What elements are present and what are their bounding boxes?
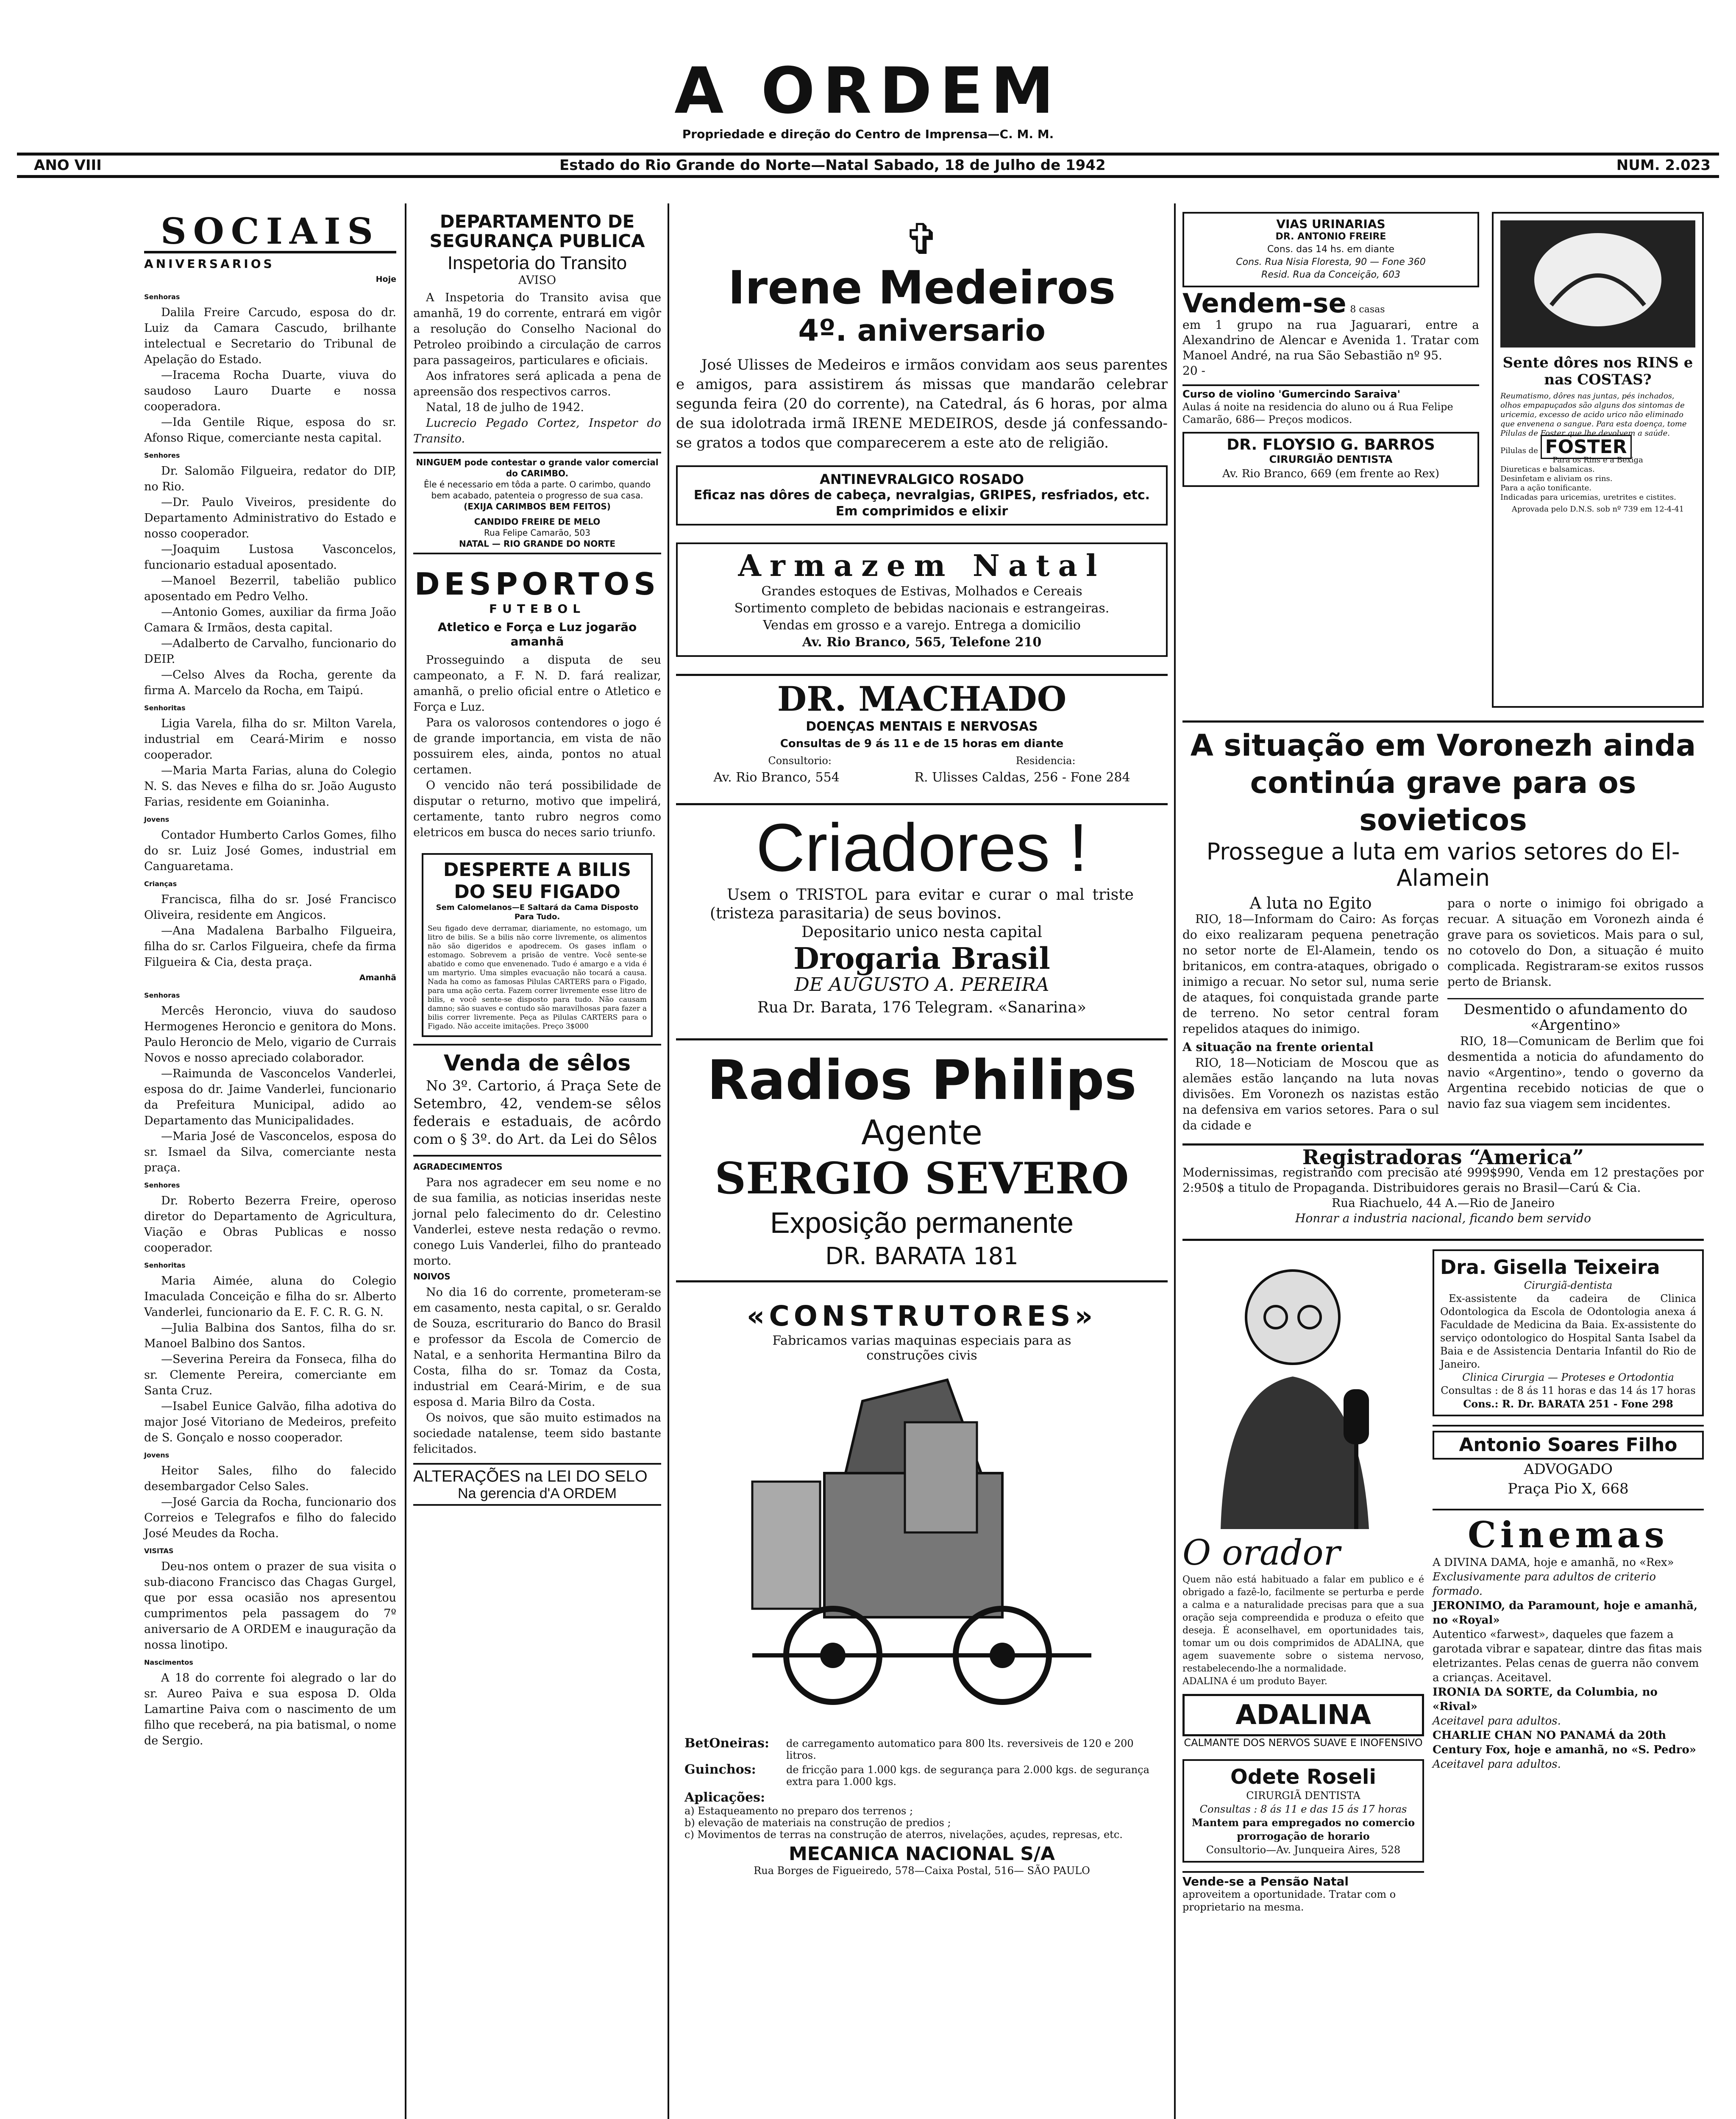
- desportos-heading: DESPORTOS: [414, 566, 660, 602]
- ad-cell: Av. Rio Branco, 554: [713, 770, 840, 785]
- irene-sub: 4º. aniversario: [798, 313, 1046, 348]
- dept-text: Natal, 18 de julho de 1942.: [426, 401, 584, 414]
- ad-line: Av. Rio Branco, 565, Telefone 210: [802, 635, 1042, 650]
- ad-line: CIRURGIÃO DENTISTA: [1269, 453, 1393, 465]
- ad-title: Criadores !: [756, 809, 1088, 885]
- social-note: Mercês Heroncio, viuva do saudoso Hermogenes Heroncio e genitora do Mons. Paulo Heroncio de Melo, vigario de Currais Novos e nosso apreciado colaborador.: [144, 1004, 396, 1065]
- ad-title: DR. MACHADO: [777, 679, 1067, 719]
- noivos-text: No dia 16 do corrente, prometeram-se em casamento, nesta capital, o sr. Geraldo de Souza, escriturario do Banco do Brasil e professor da Escola de Comercio de Natal, e a senhorita Hermantina Bilro da Costa, filha do sr. Tomaz da Costa, industrial em Ceará-Mirim, e de sua esposa d. Maria Bilro da Costa.: [413, 1286, 661, 1409]
- article-text: RIO, 18—Comunicam de Berlim que foi desmentida a noticia do afundamento do navio «Argentino», tendo o governo da Argentina recebido noticias de que o navio faz sua viagem sem incidentes.: [1447, 1034, 1704, 1111]
- ad-line: Desinfetam e aliviam os rins.: [1500, 474, 1613, 483]
- ad-suffix: 8 casas: [1350, 304, 1385, 315]
- social-note: Maria Aimée, aluna do Colegio Imaculada Conceição e filha do sr. Alberto Vanderlei, funcionario da E. F. C. R. G. N.: [144, 1274, 396, 1319]
- section-label: Senhoritas: [144, 704, 186, 712]
- ad-line: Rua Felipe Camarão, 503: [484, 528, 591, 538]
- ad-line: [676, 752, 1168, 769]
- amanha-tag: Amanhã: [359, 973, 396, 982]
- ad-text: Aulas á noite na residencia do aluno ou á Rua Felipe Camarão, 686— Preços modicos.: [1182, 401, 1453, 425]
- ad-line: CALMANTE DOS NERVOS SUAVE E INOFENSIVO: [1184, 1737, 1423, 1749]
- col4-bottom: [1182, 1239, 1704, 1913]
- selos-title: Venda de sêlos: [443, 1051, 631, 1076]
- registradoras-ad: [1182, 1143, 1704, 1226]
- ad-title: Odete Roseli: [1230, 1765, 1376, 1789]
- ad-line: DR. BARATA 181: [825, 1243, 1018, 1270]
- ad-line: Cirurgiã-dentista: [1524, 1279, 1613, 1291]
- ad-line: Cons. das 14 hs. em diante: [1267, 244, 1395, 255]
- ad-line: Indicadas para uricemias, uretrites e cistites.: [1500, 493, 1676, 502]
- machado-ad: [676, 674, 1168, 786]
- agradecimentos-title: AGRADECIMENTOS: [413, 1162, 503, 1172]
- ad-title: Radios Philips: [707, 1049, 1137, 1112]
- ad-cell: Consultorio:: [768, 755, 832, 767]
- speaker-illustration: [1182, 1249, 1420, 1529]
- gisella-ad: [1433, 1249, 1704, 1416]
- ad-line: Usem o TRISTOL para evitar e curar o mal triste (tristeza parasitaria) de seus bovinos.: [710, 886, 1134, 922]
- social-note: —José Garcia da Rocha, funcionario dos Correios e Telegrafos e filho do falecido José Meudes da Rocha.: [144, 1496, 396, 1540]
- ad-title: VIAS URINARIAS: [1276, 217, 1385, 231]
- social-note: Dr. Roberto Bezerra Freire, operoso diretor do Departamento de Agricultura, Viação e Obras Publicas e nosso cooperador.: [144, 1194, 396, 1254]
- social-note: —Isabel Eunice Galvão, filha adotiva do major José Vitoriano de Medeiros, prefeito de S. Gonçalo e nosso cooperador.: [144, 1400, 396, 1444]
- figure-illustration: [1500, 220, 1695, 348]
- ad-text: Reumatismo, dôres nas juntas, pés inchados, olhos empapuçados são alguns dos sintomas de uricemia, excesso de acido urico não eliminado que envenena o sangue. Para esta doença, tome Pilulas de Foster que lhe devolvem a saúde.: [1500, 392, 1687, 438]
- ad-line: Resid. Rua da Conceição, 603: [1261, 270, 1400, 280]
- ad-line: Cons.: R. Dr. BARATA 251 - Fone 298: [1463, 1398, 1673, 1410]
- social-note: Dr. Salomão Filgueira, redator do DIP, no Rio.: [144, 464, 396, 493]
- vias-urinarias-ad: [1182, 212, 1479, 287]
- hoje-tag: Hoje: [376, 275, 396, 284]
- column-rule: [405, 203, 406, 2119]
- cinemas-title: Cinemas: [1468, 1514, 1669, 1556]
- bilis-title: DESPERTE A BILIS DO SEU FIGADO: [443, 859, 632, 903]
- sociais-column: [144, 212, 396, 1749]
- column-rule: [668, 203, 669, 2119]
- social-note: A 18 do corrente foi alegrado o lar do sr. Aureo Paiva e sua esposa D. Olda Lamartine Paiva com o nascimento de um filho que receberá, na pia batismal, o nome de Sergio.: [144, 1671, 396, 1747]
- social-note: —Dr. Paulo Viveiros, presidente do Departamento Administrativo do Estado e nosso cooperador.: [144, 496, 396, 540]
- section-title: A situação na frente oriental: [1182, 1040, 1374, 1054]
- masthead-subtitle: Propriedade e direção do Centro de Imprensa—C. M. M.: [682, 127, 1054, 141]
- ad-line: Sortimento completo de bebidas nacionais e estrangeiras.: [734, 601, 1110, 616]
- ad-line: Rua Borges de Figueiredo, 578—Caixa Postal, 516— SÃO PAULO: [754, 1865, 1090, 1877]
- ad-line: SERGIO SEVERO: [715, 1153, 1129, 1204]
- social-note: —Adalberto de Carvalho, funcionario do DEIP.: [144, 637, 396, 666]
- social-note: —Manoel Bezerril, tabelião publico aposentado em Pedro Velho.: [144, 574, 396, 603]
- selos-text: No 3º. Cartorio, á Praça Sete de Setembro, 42, vendem-se sêlos federais e estaduais, de acôrdo com o § 3º. do Art. da Lei do Sêlos: [413, 1077, 661, 1147]
- rule: [413, 1155, 661, 1157]
- section-label: Senhoras: [144, 293, 180, 301]
- ad-cell: Residencia:: [1015, 755, 1076, 767]
- ad-line: DR. ANTONIO FREIRE: [1275, 231, 1386, 242]
- social-note: Francisca, filha do sr. José Francisco Oliveira, residente em Angicos.: [144, 893, 396, 922]
- ad-line: Aplicações:: [684, 1790, 765, 1805]
- philips-ad: [676, 1038, 1168, 1282]
- ad-line: Honrar a industria nacional, ficando bem servido: [1295, 1211, 1591, 1225]
- social-note: —Celso Alves da Rocha, gerente da firma A. Marcelo da Rocha, em Taipú.: [144, 668, 396, 697]
- column-3: [676, 212, 1168, 1877]
- social-note: —Julia Balbina dos Santos, filha do sr. Manoel Balbino dos Santos.: [144, 1321, 396, 1350]
- construtores-ad: [676, 1299, 1168, 1877]
- ad-cell: de fricção para 1.000 kgs. de segurança para 2.000 kgs. de segurança extra para 1.000 kgs.: [786, 1764, 1149, 1788]
- ad-title: Dra. Gisella Teixeira: [1440, 1256, 1660, 1279]
- aviso-label: AVISO: [518, 274, 556, 287]
- section-label: Crianças: [144, 880, 177, 888]
- section-title: Desmentido o afundamento do «Argentino»: [1447, 998, 1704, 1033]
- ad-title: Sente dôres nos RINS e nas COSTAS?: [1502, 354, 1693, 388]
- cinema-entry: Exclusivamente para adultos de criterio formado.: [1433, 1571, 1656, 1598]
- desportos-text: O vencido não terá possibilidade de disputar o returno, motivo que impelirá, certamente, tanto rubro negros como eletricos em busca do neces sario triunfo.: [413, 779, 661, 839]
- ad-cell: Guinchos:: [684, 1762, 756, 1777]
- social-note: —Joaquim Lustosa Vasconcelos, funcionario estadual aposentado.: [144, 543, 396, 572]
- ad-line: Eficaz nas dôres de cabeça, nevralgias, GRIPES, resfriados, etc.: [693, 488, 1150, 503]
- ad-line: MECANICA NACIONAL S/A: [788, 1843, 1055, 1865]
- ad-line: Rua Riachuelo, 44 A.—Rio de Janeiro: [1332, 1196, 1555, 1210]
- ad-line: Exposição permanente: [770, 1206, 1074, 1239]
- voronezh-article: [1182, 720, 1704, 1133]
- ad-pre: Pilulas de: [1500, 446, 1538, 455]
- ad-line: Cons. Rua Nisia Floresta, 90 — Fone 360: [1236, 257, 1426, 267]
- ad-line: Av. Rio Branco, 669 (em frente ao Rex): [1222, 467, 1439, 480]
- antinevralgico-ad: [676, 465, 1168, 526]
- cinema-entry: IRONIA DA SORTE, da Columbia, no «Rival»: [1433, 1686, 1658, 1713]
- ad-title: «CONSTRUTORES»: [746, 1300, 1097, 1332]
- section-label: Senhores: [144, 451, 180, 459]
- issue-year: ANO VIII: [34, 157, 102, 174]
- ad-text: aproveitem a oportunidade. Tratar com o proprietario na mesma.: [1182, 1888, 1396, 1913]
- social-note: Heitor Sales, filho do falecido desembargador Celso Sales.: [144, 1464, 396, 1493]
- ad-line: Fabricamos varias maquinas especiais para as construções civis: [772, 1333, 1071, 1363]
- social-note: —Raimunda de Vasconcelos Vanderlei, esposa do dr. Jaime Vanderlei, funcionario da Prefeitura Municipal, adido ao Departamento das Municipalidades.: [144, 1067, 396, 1127]
- social-note: Ligia Varela, filha do sr. Milton Varela, industrial em Ceará-Mirim e nosso cooperador.: [144, 717, 396, 762]
- ad-line: CIRURGIÃ DENTISTA: [1246, 1790, 1360, 1802]
- ad-brand: FOSTER: [1541, 435, 1632, 459]
- column-4: [1182, 212, 1704, 1913]
- ad-title: Antonio Soares Filho: [1433, 1431, 1704, 1460]
- ad-line: Aprovada pelo D.N.S. sob nº 739 em 12-4-41: [1511, 505, 1684, 514]
- ad-line: Diureticas e balsamicas.: [1500, 465, 1595, 474]
- social-note: —Severina Pereira da Fonseca, filha do sr. Clemente Pereira, comerciante em Santa Cruz.: [144, 1353, 396, 1397]
- desportos-text: Prosseguindo a disputa de seu campeonato, a F. N. D. fará realizar, amanhã, o prelio oficial entre o Atletico e Força e Luz.: [413, 653, 661, 714]
- ad-line: ADVOGADO: [1524, 1461, 1613, 1478]
- ad-line: Rua Dr. Barata, 176 Telegram. «Sanarina»: [757, 999, 1087, 1016]
- section-label: Jovens: [144, 1451, 170, 1459]
- masthead-title: A ORDEM: [674, 54, 1062, 128]
- ad-text: Quem não está habituado a falar em publico e é obrigado a fazê-lo, facilmente se perturba e perde a calma e a naturalidade precisas para que a sua oração seja compreendida e produza o efeito que deseja. É aconselhavel, em oportunidades tais, tomar um ou dois comprimidos de ADALINA, que agem suavemente sobre o sistema nervoso, restabelecendo-lhe a normalidade.: [1182, 1574, 1424, 1674]
- bilis-text: Seu figado deve derramar, diariamente, no estomago, um litro de bilis. Se a bilis não corre livremente, os alimentos não são digeridos e apodrecem. Os gases inflam o estomago. Sobrevem a prisão de ventre. Você sente-se abatido e como que envenenado. Tudo é amargo e a vida é um martyrio. Uma simples evacuação não tocará a causa. Nada ha como as famosas Pilulas CARTERS para o Figado, para uma ação certa. Fazem correr livremente esse litro de bilis, e você sente-se disposto para tudo. Não causam damno; são suaves e contudo são maravilhosas para fazer a bilis correr livremente. Peça as Pilulas CARTERS para o Figado. Não acceite imitações. Preço 3$000: [428, 924, 647, 1031]
- social-note: —Maria José de Vasconcelos, esposa do sr. Ismael da Silva, comerciante nesta praça.: [144, 1130, 396, 1174]
- social-note: —Maria Marta Farias, aluna do Colegio N. S. das Neves e filha do sr. João Augusto Farias, residente em Goianinha.: [144, 764, 396, 809]
- ad-line: ADALINA é um produto Bayer.: [1182, 1676, 1327, 1687]
- carimbo-ad: [413, 452, 661, 554]
- ad-line: [1500, 436, 1695, 458]
- criadores-ad: [676, 803, 1168, 1021]
- ad-cell: R. Ulisses Caldas, 256 - Fone 284: [914, 770, 1130, 785]
- col4-top: [1182, 212, 1704, 708]
- article-text: RIO, 18—Informam do Cairo: As forças do eixo realizaram pequena penetração no setor norte de El-Alamein, tendo os britanicos, em contra-ataques, obrigado o inimigo a recuar. No setor sul, numa serie de ataques, foi conquistada grande parte de terreno. No setor central foram repelidos ataques do inimigo.: [1182, 912, 1439, 1036]
- ad-title: Armazem Natal: [738, 548, 1106, 583]
- ad-line: c) Movimentos de terras na construção de aterros, nivelações, açudes, represas, etc.: [684, 1829, 1123, 1841]
- ad-line: Grandes estoques de Estivas, Molhados e Cereais: [761, 584, 1082, 599]
- ad-cell: BetOneiras:: [684, 1736, 769, 1751]
- ad-title: Vende-se a Pensão Natal: [1182, 1874, 1349, 1888]
- ad-brand: ADALINA: [1182, 1694, 1424, 1736]
- col4-bottom-right: [1433, 1249, 1704, 1913]
- machine-illustration: [684, 1363, 1159, 1736]
- cinema-entry: A DIVINA DAMA, hoje e amanhã, no «Rex»: [1433, 1556, 1674, 1569]
- social-note: —Iracema Rocha Duarte, viuva do saudoso Lauro Duarte e nossa cooperadora.: [144, 369, 396, 413]
- social-note: Dalila Freire Carcudo, esposa do dr. Luiz da Camara Cascudo, brilhante intelectual e Secretario do Tribunal de Apelação do Estado.: [144, 306, 396, 366]
- cinema-entry: Aceitavel para adultos.: [1433, 1758, 1561, 1771]
- vendem-ad: [1182, 288, 1479, 378]
- ad-title: ANTINEVRALGICO ROSADO: [820, 471, 1024, 487]
- ad-title: DR. FLOYSIO G. BARROS: [1227, 436, 1435, 453]
- ad-line: Agente: [861, 1113, 982, 1152]
- ad-row: [684, 1764, 1159, 1788]
- issue-number: NUM. 2.023: [1616, 157, 1711, 174]
- ad-line: Drogaria Brasil: [793, 941, 1050, 976]
- section-label: Senhoras: [144, 991, 180, 999]
- ad-line: Para os Rins e a Bexiga: [1552, 456, 1643, 464]
- alteracoes-title: ALTERAÇÕES na LEI DO SELO: [413, 1468, 648, 1485]
- voronezh-col-left: [1182, 895, 1439, 1133]
- ad-text: Ex-assistente da cadeira de Clinica Odontologica da Escola de Odontologia anexa á Faculdade de Medicina da Baia. Ex-assistente do serviço odontologico do Hospital Santa Isabel da Baia e de Assistencia Dentaria Infantil do Rio de Janeiro.: [1440, 1293, 1696, 1370]
- noivos-text: Os noivos, que são muito estimados na sociedade natalense, teem sido bastante felicitados.: [413, 1411, 661, 1456]
- social-note: Contador Humberto Carlos Gomes, filho do sr. Luiz José Gomes, industrial em Canguaretama.: [144, 829, 396, 873]
- ad-line: Mantem para empregados no comercio prorrogação de horario: [1191, 1816, 1415, 1842]
- column-2: [413, 212, 661, 1506]
- cinema-entry: Autentico «farwest», daqueles que fazem a garotada vibrar e sapatear, dintre das fitas mais eletrizantes. Pelas cenas de guerra não convem a crianças. Aceitavel.: [1433, 1628, 1702, 1684]
- irene-name: Irene Medeiros: [728, 261, 1116, 314]
- column-rule: [1174, 203, 1176, 2119]
- section-label: Senhores: [144, 1181, 180, 1189]
- ad-line: Clinica Cirurgia — Proteses e Ortodontia: [1462, 1371, 1674, 1383]
- cross-icon: ✞: [904, 214, 940, 264]
- article-text: para o norte o inimigo foi obrigado a recuar. A situação em Voronezh ainda é grave para os sovieticos. Mais para o sul, no cotovelo do Don, a situação é muito complicada. Registraram-se exitos russos perto de Briansk.: [1447, 896, 1704, 989]
- agradecimentos-text: Para nos agradecer em seu nome e no de sua familia, as noticias inseridas neste jornal pelo falecimento do dr. Celestino Vanderlei, esteve nesta redação o revmo. conego Luis Vanderlei, filho do pranteado morto.: [413, 1176, 661, 1268]
- cinemas-section: [1433, 1509, 1704, 1771]
- section-label: Nascimentos: [144, 1658, 193, 1666]
- ad-line: DE AUGUSTO A. PEREIRA: [794, 974, 1049, 996]
- ad-line: Consultas de 9 ás 11 e de 15 horas em diante: [780, 737, 1064, 750]
- social-note: —Antonio Gomes, auxiliar da firma João Camara & Irmãos, desta capital.: [144, 606, 396, 634]
- noivos-label: NOIVOS: [413, 1271, 451, 1282]
- section-label: Jovens: [144, 815, 170, 823]
- ad-line: Em comprimidos e elixir: [835, 504, 1008, 519]
- ad-title: O orador: [1182, 1533, 1340, 1573]
- ad-line: Vendas em grosso e a varejo. Entrega a domicilio: [763, 618, 1081, 633]
- pensao-ad: [1182, 1871, 1424, 1913]
- ad-text: em 1 grupo na rua Jaguarari, entre a Alexandrino de Alencar e Avenida 1. Tratar com Manoel André, na rua São Sebastião nº 95.: [1182, 318, 1479, 362]
- ad-line: NINGUEM pode contestar o grande valor comercial do CARIMBO.: [416, 457, 659, 478]
- section-label: VISITAS: [144, 1547, 174, 1555]
- ad-line: Consultas : 8 ás 11 e das 15 ás 17 horas: [1199, 1803, 1407, 1815]
- issue-place-date: Estado do Rio Grande do Norte—Natal Sabado, 18 de Julho de 1942: [559, 157, 1106, 174]
- futebol-label: FUTEBOL: [489, 602, 586, 616]
- dept-title: DEPARTAMENTO DE SEGURANÇA PUBLICA: [429, 211, 645, 251]
- voronezh-sub: Prossegue a luta em varios setores do El-Alamein: [1206, 838, 1680, 891]
- social-note: —Ana Madalena Barbalho Filgueira, filha do sr. Carlos Filgueira, chefe da firma Filgueira & Cia, desta praça.: [144, 924, 396, 969]
- violino-ad: [1182, 384, 1479, 426]
- cinema-entry: CHARLIE CHAN NO PANAMÁ da 20th Century Fox, hoje e amanhã, no «S. Pedro»: [1433, 1729, 1697, 1756]
- section-title: A luta no Egito: [1249, 894, 1372, 912]
- ad-text: Modernissimas, registrando com precisão até 999$990, Venda em 12 prestações por 2:950$ a titulo de Propaganda. Distribuidores gerais no Brasil—Carú & Cia.: [1182, 1165, 1704, 1195]
- irene-text: José Ulisses de Medeiros e irmãos convidam aos seus parentes e amigos, para assistirem ás missas que mandarão celebrar segunda feira (20 do corrente), na Catedral, ás 6 horas, por alma de sua idolotrada irmã IRENE MEDEIROS, desde já confessando-se gratos a todos que comparecerem a este ato de religião.: [676, 356, 1168, 451]
- ad-cell: de carregamento automatico para 800 lts. reversiveis de 120 e 200 litros.: [786, 1738, 1134, 1761]
- voronezh-col-right: [1447, 895, 1704, 1133]
- social-note: —Ida Gentile Rique, esposa do sr. Afonso Rique, comerciante nesta capital.: [144, 416, 396, 445]
- col4-top-left: [1182, 212, 1479, 708]
- ad-line: Praça Pio X, 668: [1508, 1480, 1629, 1497]
- ad-line: Êle é necessario em tôda a parte. O carimbo, quando bem acabado, patenteia o progresso de sua casa.: [424, 479, 651, 501]
- masthead-bar: [17, 153, 1719, 178]
- ad-title: Vendem-se: [1182, 288, 1347, 319]
- ad-line: Depositario unico nesta capital: [801, 923, 1042, 941]
- ad-line: [676, 769, 1168, 786]
- cinema-entry: Aceitavel para adultos.: [1433, 1715, 1561, 1727]
- section-label: Senhoritas: [144, 1261, 186, 1269]
- foster-ad: [1492, 212, 1704, 708]
- voronezh-headline: A situação em Voronezh ainda continúa grave para os sovieticos: [1190, 728, 1696, 837]
- armazem-ad: [676, 542, 1168, 657]
- sociais-heading: SOCIAIS: [144, 212, 396, 253]
- desportos-headline: Atletico e Força e Luz jogarão amanhã: [437, 620, 637, 648]
- ad-title: Curso de violino 'Gumercindo Saraiva': [1182, 388, 1400, 400]
- ad-line: NATAL — RIO GRANDE DO NORTE: [459, 539, 616, 549]
- ad-line: Consultas : de 8 ás 11 horas e das 14 ás 17 horas: [1441, 1385, 1696, 1396]
- ad-line: CANDIDO FREIRE DE MELO: [474, 517, 601, 527]
- ad-line: (EXIJA CARIMBOS BEM FEITOS): [464, 501, 611, 512]
- dept-sign: Lucrecio Pegado Cortez, Inspetor do Transito.: [413, 417, 661, 445]
- cinema-entry: JERONIMO, da Paramount, hoje e amanhã, no «Royal»: [1433, 1599, 1698, 1627]
- voronezh-body: [1182, 895, 1704, 1133]
- ad-code: 20 -: [1182, 364, 1205, 378]
- dept-subtitle: Inspetoria do Transito: [447, 253, 627, 273]
- ad-line: DOENÇAS MENTAIS E NERVOSAS: [806, 719, 1038, 734]
- rule: [413, 1044, 661, 1046]
- ad-line: a) Estaqueamento no preparo dos terrenos ;: [684, 1805, 913, 1817]
- dept-text: A Inspetoria do Transito avisa que amanhã, 19 do corrente, entrará em vigôr a resolução do Conselho Nacional do Petroleo proibindo a circulação de carros para passageiros, particulares e oficiais.: [413, 291, 661, 367]
- social-note: Deu-nos ontem o prazer de sua visita o sub-diacono Francisco das Chagas Gurgel, que por essa ocasião nos apresentou cumprimentos pela passagem do 7º aniversario de A ORDEM e inauguração da nossa linotipo.: [144, 1560, 396, 1652]
- advogado-ad: [1433, 1425, 1704, 1499]
- col4-bottom-left: [1182, 1249, 1424, 1913]
- ad-line: Consultorio—Av. Junqueira Aires, 528: [1206, 1844, 1401, 1856]
- desportos-text: Para os valorosos contendores o jogo é de grande importancia, em vista de não possuirem eles, ainda, pontos no atual certamen.: [413, 716, 661, 776]
- ad-title: Registradoras “America”: [1302, 1146, 1584, 1169]
- bilis-ad: [422, 853, 653, 1037]
- odete-ad: [1182, 1759, 1424, 1863]
- alteracoes-text: Na gerencia d'A ORDEM: [458, 1485, 617, 1502]
- ad-line: Para a ação tonificante.: [1500, 484, 1592, 492]
- ad-row: [684, 1738, 1159, 1761]
- bilis-sub: Sem Calomelanos—E Saltará da Cama Disposto Para Tudo.: [436, 903, 639, 921]
- aniversarios-heading: ANIVERSARIOS: [144, 257, 275, 271]
- article-text: RIO, 18—Noticiam de Moscou que as alemães estão lançando na luta novas divisões. Em Voronezh os nazistas estão na defensiva em varios setores. Para o sul da cidade e: [1182, 1056, 1439, 1132]
- barros-ad: [1182, 432, 1479, 487]
- alteracoes-ad: [413, 1463, 661, 1506]
- ad-line: b) elevação de materiais na construção de predios ;: [684, 1817, 951, 1829]
- dept-text: Aos infratores será aplicada a pena de apreensão dos respectivos carros.: [413, 370, 661, 398]
